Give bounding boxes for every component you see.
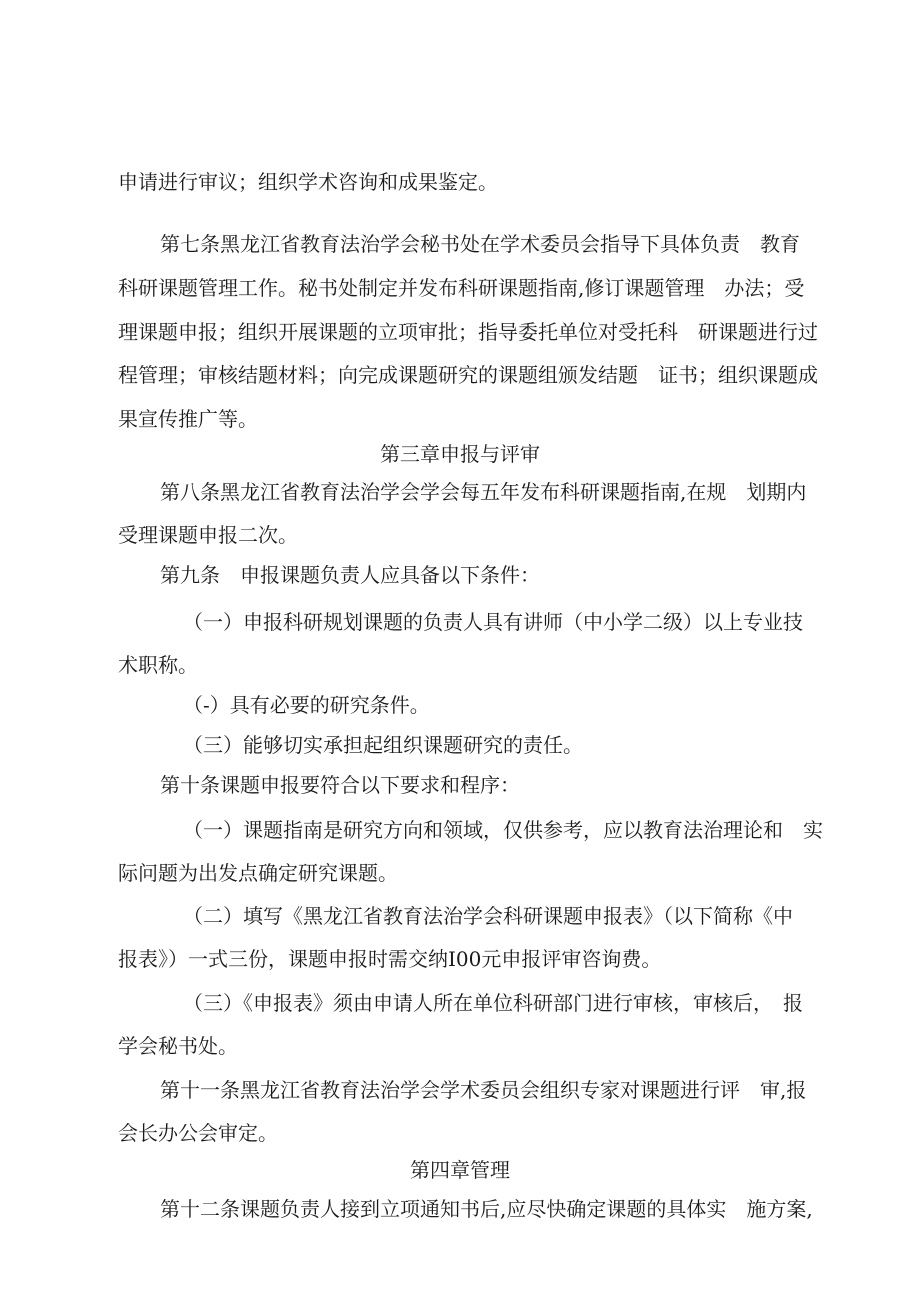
article-9-line: 第九条 申报课题负责人应具备以下条件： [160,563,540,587]
paragraph-line: 报表》）一式三份，课题申报时需交纳I00元申报评审咨询费。 [118,947,662,971]
paragraph-line: 科研课题管理工作。秘书处制定并发布科研课题指南,修订课题管理 办法；受 [118,276,805,300]
paragraph-line: 申请进行审议；组织学术咨询和成果鉴定。 [118,170,498,194]
article-7-line: 第七条黑龙江省教育法治学会秘书处在学术委员会指导下具体负责 教育 [160,232,800,256]
paragraph-line: 际问题为出发点确定研究课题。 [118,861,398,885]
paragraph-line: 受理课题申报二次。 [118,523,298,547]
list-item-line: （-）具有必要的研究条件。 [183,693,430,717]
article-10-line: 第十条课题申报要符合以下要求和程序： [160,773,520,797]
list-item-line: （三）能够切实承担起组织课题研究的责任。 [183,733,583,757]
list-item-line: （三）《申报表》须由申请人所在单位科研部门进行审核，审核后， 报 [183,991,803,1015]
paragraph-line: 会长办公会审定。 [118,1121,278,1145]
article-11-line: 第十一条黑龙江省教育法治学会学术委员会组织专家对课题进行评 审,报 [160,1078,807,1102]
list-item-line: （一）申报科研规划课题的负责人具有讲师（中小学二级）以上专业技 [183,610,803,634]
list-item-line: （一）课题指南是研究方向和领域，仅供参考，应以教育法治理论和 实 [183,818,823,842]
article-12-line: 第十二条课题负责人接到立项通知书后,应尽快确定课题的具体实 施方案, [160,1197,813,1221]
paragraph-line: 学会秘书处。 [118,1034,238,1058]
paragraph-line: 术职称。 [118,653,198,677]
article-8-line: 第八条黑龙江省教育法治学会学会每五年发布科研课题指南,在规 划期内 [160,480,807,504]
chapter-4-heading: 第四章管理 [410,1158,510,1182]
chapter-3-heading: 第三章申报与评审 [380,442,540,466]
list-item-line: （二）填写《黑龙江省教育法治学会科研课题申报表》（以下简称《中 [183,904,793,928]
paragraph-line: 果宣传推广等。 [118,407,258,431]
paragraph-line: 程管理；审核结题材料；向完成课题研究的课题组颁发结题 证书；组织课题成 [118,363,818,387]
paragraph-line: 理课题申报；组织开展课题的立项审批；指导委托单位对受托科 研课题进行过 [118,320,818,344]
